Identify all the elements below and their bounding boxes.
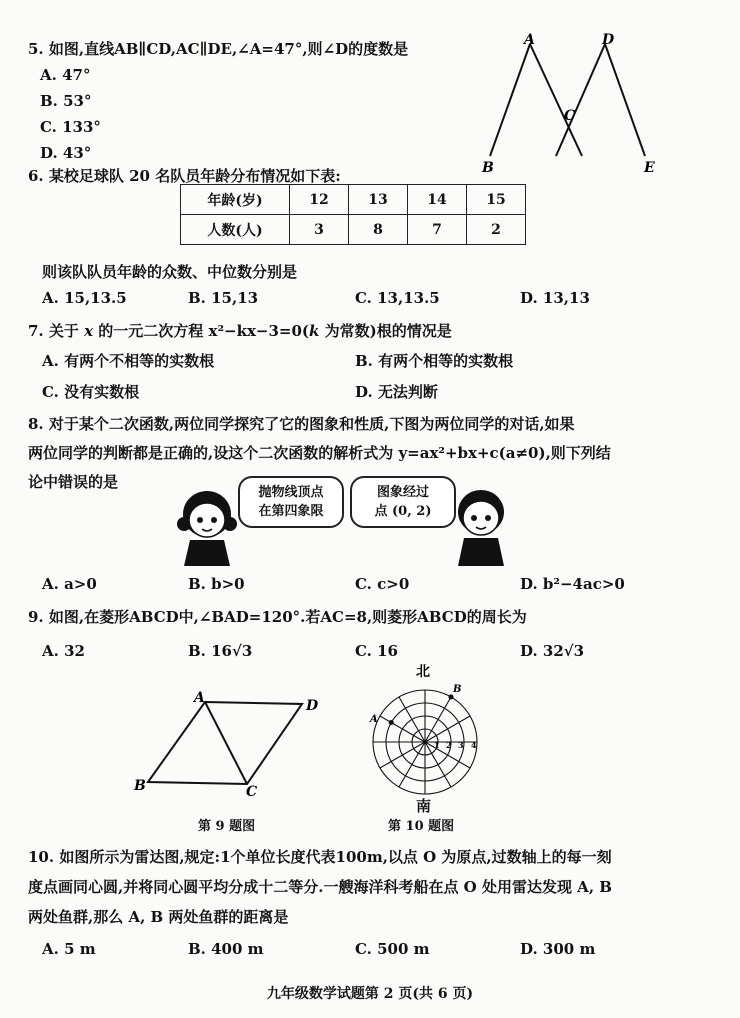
q8-option-b: B. b>0 [188, 575, 245, 593]
q8-option-d: D. b²−4ac>0 [520, 575, 625, 593]
radar-figure [350, 660, 500, 810]
age-table [180, 184, 526, 245]
q6-option-b: B. 15,13 [188, 289, 259, 307]
q7-option-a: A. 有两个不相等的实数根 [42, 352, 215, 370]
table-header-count: 人数(人) [181, 215, 290, 245]
q9-option-a: A. 32 [42, 642, 85, 660]
line-de [605, 44, 645, 156]
q5-figure [470, 30, 670, 180]
q7-option-c: C. 没有实数根 [42, 383, 140, 401]
q6-stem: 6. 某校足球队 20 名队员年龄分布情况如下表: [28, 167, 341, 185]
q10-line3: 两处鱼群,那么 A, B 两处鱼群的距离是 [28, 908, 289, 926]
q7-option-b: B. 有两个相等的实数根 [355, 352, 514, 370]
label-a: A [524, 32, 535, 48]
q7-stem: 7. 关于 x 的一元二次方程 x²−kx−3=0(k 为常数)根的情况是 [28, 322, 452, 340]
q9-option-c: C. 16 [355, 642, 398, 660]
q10-option-b: B. 400 m [188, 940, 264, 958]
label-b: B [134, 778, 146, 794]
q8-option-a: A. a>0 [42, 575, 97, 593]
radar-spoke [425, 716, 470, 742]
q9-option-b: B. 16√3 [188, 642, 253, 660]
line-ab [490, 44, 530, 156]
tick-1: 1 [434, 740, 440, 750]
table-cell: 3 [290, 215, 349, 245]
table-cell: 12 [290, 185, 349, 215]
point-b [449, 695, 453, 699]
label-c: C [564, 108, 576, 124]
q9-option-d: D. 32√3 [520, 642, 585, 660]
q9-caption: 第 9 题图 [198, 819, 256, 834]
q5-option-d: D. 43° [40, 144, 92, 162]
q5-option-a: A. 47° [40, 66, 91, 84]
q8-line2: 两位同学的判断都是正确的,设这个二次函数的解析式为 y=ax²+bx+c(a≠0),则下列结 [28, 444, 611, 462]
q9-stem: 9. 如图,在菱形ABCD中,∠BAD=120°.若AC=8,则菱形ABCD的周长为 [28, 608, 527, 626]
radar-spoke [425, 697, 451, 742]
label-north: 北 [416, 664, 430, 680]
tick-2: 2 [446, 740, 452, 750]
q10-option-c: C. 500 m [355, 940, 430, 958]
speech-bubble-left: 抛物线顶点 在第四象限 [238, 476, 344, 528]
table-cell: 7 [408, 215, 467, 245]
tick-4: 4 [471, 740, 477, 750]
table-cell: 14 [408, 185, 467, 215]
table-header-age: 年龄(岁) [181, 185, 290, 215]
q8-option-c: C. c>0 [355, 575, 410, 593]
table-cell: 8 [349, 215, 408, 245]
q6-prompt: 则该队队员年龄的众数、中位数分别是 [42, 263, 298, 281]
q8-line1: 8. 对于某个二次函数,两位同学探究了它的图象和性质,下图为两位同学的对话,如果 [28, 415, 575, 433]
radar-spoke [380, 716, 425, 742]
q6-option-d: D. 13,13 [520, 289, 590, 307]
girl-avatar [176, 480, 238, 566]
q10-option-a: A. 5 m [42, 940, 96, 958]
line-ac [530, 44, 582, 156]
q9-figure [130, 690, 340, 800]
boy-avatar [452, 480, 510, 566]
q6-option-c: C. 13,13.5 [355, 289, 440, 307]
q6-option-a: A. 15,13.5 [42, 289, 127, 307]
label-b: B [453, 684, 462, 695]
table-row [181, 215, 526, 245]
q7-option-d: D. 无法判断 [355, 383, 438, 401]
label-b: B [482, 160, 494, 176]
label-c: C [246, 784, 258, 800]
label-d: D [602, 32, 615, 48]
q10-caption: 第 10 题图 [388, 819, 455, 834]
radar-spoke [380, 742, 425, 768]
label-south: 南 [416, 797, 432, 815]
q5-option-c: C. 133° [40, 118, 101, 136]
radar-spoke [399, 697, 425, 742]
diagonal-ac [205, 702, 247, 784]
q8-line3: 论中错误的是 [28, 473, 119, 491]
tick-3: 3 [458, 740, 464, 750]
table-cell: 15 [467, 185, 526, 215]
q5-option-b: B. 53° [40, 92, 92, 110]
table-cell: 2 [467, 215, 526, 245]
page-footer: 九年级数学试题第 2 页(共 6 页) [266, 986, 474, 1002]
q10-line2: 度点画同心圆,并将同心圆平均分成十二等分.一艘海洋科考船在点 O 处用雷达发现 A, B [28, 878, 612, 896]
label-a: A [370, 714, 378, 725]
label-a: A [194, 690, 205, 706]
q5-stem: 5. 如图,直线AB∥CD,AC∥DE,∠A=47°,则∠D的度数是 [28, 40, 409, 58]
table-cell: 13 [349, 185, 408, 215]
label-d: D [306, 698, 319, 714]
point-a [389, 721, 393, 725]
speech-bubble-right: 图象经过 点 (0, 2) [350, 476, 456, 528]
q10-option-d: D. 300 m [520, 940, 596, 958]
label-e: E [644, 160, 655, 176]
radar-spoke [399, 742, 425, 787]
table-row [181, 185, 526, 215]
q10-line1: 10. 如图所示为雷达图,规定:1个单位长度代表100m,以点 O 为原点,过数轴上的每一刻 [28, 848, 612, 866]
line-cd [556, 44, 605, 156]
